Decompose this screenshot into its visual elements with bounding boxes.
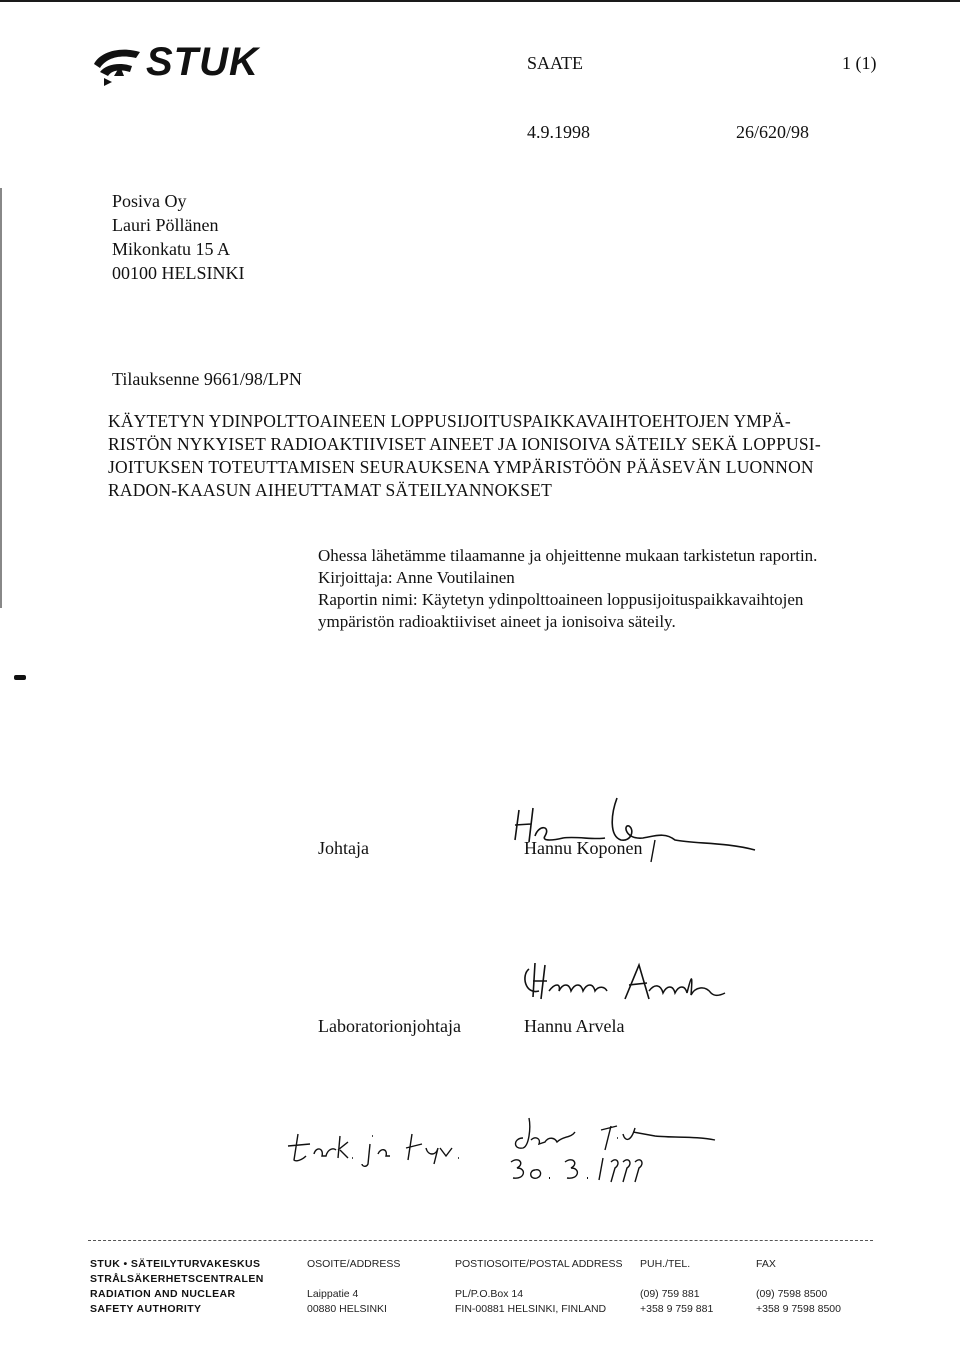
name-director: Hannu Koponen (524, 838, 643, 858)
scan-border-left (0, 188, 2, 608)
footer-tel-domestic: (09) 759 881 (640, 1288, 700, 1300)
footer-fax-domestic: (09) 7598 8500 (756, 1288, 828, 1300)
footer-postal-city: FIN-00881 HELSINKI, FINLAND (455, 1303, 607, 1315)
title-line: JOITUKSEN TOTEUTTAMISEN SEURAUKSENA YMPÄRISTÖÖN PÄÄSEVÄN LUONNON (108, 457, 814, 477)
footer-address-city: 00880 HELSINKI (307, 1303, 387, 1315)
recipient-street: Mikonkatu 15 A (112, 239, 231, 259)
stuk-logo (90, 38, 270, 88)
footer-address-header: OSOITE/ADDRESS (307, 1258, 401, 1270)
recipient-person: Lauri Pöllänen (112, 215, 219, 235)
signature-arvela (515, 955, 775, 1025)
title-line: RADON-KAASUN AIHEUTTAMAT SÄTEILYANNOKSET (108, 480, 552, 500)
doc-type: SAATE (527, 53, 584, 73)
handwritten-approval-note (280, 1120, 500, 1170)
scan-border-top (0, 0, 960, 2)
body-text (318, 545, 817, 633)
title-line: KÄYTETYN YDINPOLTTOAINEEN LOPPUSIJOITUSPAIKKAVAIHTOEHTOJEN YMPÄ- (108, 411, 791, 431)
footer-tel-international: +358 9 759 881 (640, 1303, 714, 1315)
footer-tel-header: PUH./TEL. (640, 1258, 691, 1270)
role-lab-director: Laboratorionjohtaja (318, 1016, 461, 1036)
radiation-wave-icon (90, 38, 146, 88)
recipient-address (112, 189, 245, 285)
handwritten-date (505, 1148, 665, 1188)
recipient-company: Posiva Oy (112, 191, 187, 211)
footer-postal-box: PL/P.O.Box 14 (455, 1288, 524, 1300)
body-line: Raportin nimi: Käytetyn ydinpolttoaineen loppusijoituspaikkavaihtojen (318, 590, 804, 609)
punch-mark (14, 675, 26, 680)
body-line: Ohessa lähetämme tilaamanne ja ohjeittenne mukaan tarkistetun raportin. (318, 546, 818, 565)
page-number: 1 (1) (842, 53, 877, 73)
footer-org-swedish: STRÅLSÄKERHETSCENTRALEN (90, 1273, 264, 1285)
footer-address-street: Laippatie 4 (307, 1288, 359, 1300)
footer-org-english-2: SAFETY AUTHORITY (90, 1303, 202, 1315)
body-line: ympäristön radioaktiiviset aineet ja ionisoiva säteily. (318, 612, 676, 631)
footer-org-name: STUK • SÄTEILYTURVAKESKUS (90, 1258, 261, 1270)
body-line: Kirjoittaja: Anne Voutilainen (318, 568, 515, 587)
logo-text: STUK (146, 40, 259, 84)
footer-fax-header: FAX (756, 1258, 776, 1270)
recipient-city: 00100 HELSINKI (112, 263, 245, 283)
footer-divider (88, 1240, 873, 1241)
document-title (108, 410, 821, 502)
role-director: Johtaja (318, 838, 369, 858)
order-reference: Tilauksenne 9661/98/LPN (112, 369, 302, 389)
footer-postal-header: POSTIOSOITE/POSTAL ADDRESS (455, 1258, 623, 1270)
doc-date: 4.9.1998 (527, 122, 590, 142)
doc-reference: 26/620/98 (736, 122, 810, 142)
name-lab-director: Hannu Arvela (524, 1016, 625, 1036)
footer-org-english-1: RADIATION AND NUCLEAR (90, 1288, 236, 1300)
footer-fax-international: +358 9 7598 8500 (756, 1303, 841, 1315)
title-line: RISTÖN NYKYISET RADIOAKTIIVISET AINEET JA IONISOIVA SÄTEILY SEKÄ LOPPUSI- (108, 434, 821, 454)
